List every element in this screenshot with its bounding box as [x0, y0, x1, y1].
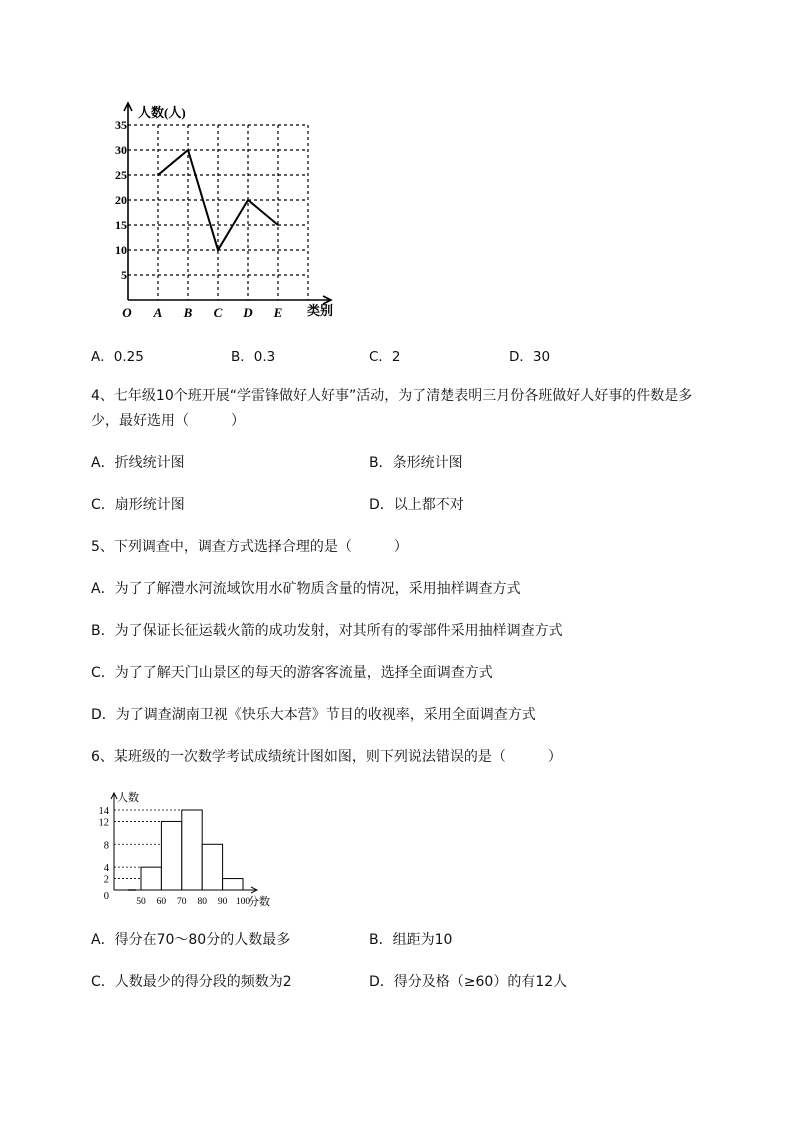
histogram-bar: [141, 867, 161, 890]
y-tick-label: 5: [121, 268, 127, 282]
y-tick-label: 8: [103, 840, 109, 852]
q5-option-c[interactable]: C．为了了解天门山景区的每天的游客客流量，选择全面调查方式: [91, 665, 493, 681]
x-tick-label: 90: [217, 897, 228, 907]
histogram-bar: [161, 821, 181, 890]
x-tick-label: A: [153, 305, 163, 320]
q4-option-d[interactable]: D．以上都不对: [369, 497, 464, 513]
q5-option-a[interactable]: A．为了了解澧水河流域饮用水矿物质含量的情况，采用抽样调查方式: [91, 581, 521, 597]
histogram-bar: [202, 844, 222, 890]
q3-option-c[interactable]: C．2: [369, 349, 401, 365]
x-axis-title: 分数: [248, 896, 270, 908]
x-tick-label: E: [273, 305, 283, 320]
y-axis-title: 人数: [117, 792, 139, 804]
y-tick-label: 14: [98, 806, 109, 817]
q3-option-a[interactable]: A．0.25: [91, 349, 144, 365]
data-point: [247, 199, 249, 201]
q5-option-d[interactable]: D．为了调查湖南卫视《快乐大本营》节目的收视率，采用全面调查方式: [91, 707, 536, 723]
y-tick-label: 2: [103, 874, 109, 886]
q6-stem: 6、某班级的一次数学考试成绩统计图如图，则下列说法错误的是（ ）: [91, 749, 562, 765]
y-tick-label: 12: [98, 817, 109, 829]
y-tick-label: 4: [103, 863, 109, 875]
histogram-chart: [92, 788, 282, 908]
origin-label: O: [122, 305, 132, 320]
q4-option-b[interactable]: B．条形统计图: [369, 455, 463, 471]
q6-option-a[interactable]: A．得分在70～80分的人数最多: [91, 932, 291, 948]
y-tick-label: 15: [115, 218, 127, 232]
x-tick-label: 50: [136, 897, 146, 907]
y-tick-label: 30: [115, 143, 127, 157]
q6-option-d[interactable]: D．得分及格（≥60）的有12人: [369, 974, 568, 990]
origin-label: 0: [103, 891, 109, 902]
x-axis-title: 类别: [307, 303, 334, 318]
data-point: [157, 174, 159, 176]
histogram-bar: [223, 879, 243, 890]
x-tick-label: C: [213, 305, 223, 320]
histogram-bar: [182, 810, 202, 890]
line-chart: [100, 98, 350, 323]
x-tick-label: 80: [197, 897, 207, 907]
y-tick-label: 10: [115, 243, 127, 257]
q3-option-b[interactable]: B．0.3: [231, 349, 276, 365]
x-tick-label: 70: [177, 897, 187, 907]
x-tick-label: D: [243, 305, 253, 320]
q6-option-b[interactable]: B．组距为10: [369, 932, 453, 948]
q4-option-c[interactable]: C．扇形统计图: [91, 497, 185, 513]
y-axis-title: 人数(人): [138, 105, 186, 120]
y-tick-label: 35: [115, 118, 127, 132]
x-tick-label: B: [183, 305, 193, 320]
x-tick-label: 100: [235, 897, 251, 907]
x-tick-label: 60: [156, 897, 167, 907]
data-point: [277, 224, 279, 226]
data-point: [217, 249, 219, 251]
q6-option-c[interactable]: C．人数最少的得分段的频数为2: [91, 974, 292, 990]
y-tick-label: 25: [115, 168, 127, 182]
y-tick-label: 20: [115, 193, 127, 207]
q4-option-a[interactable]: A．折线统计图: [91, 455, 185, 471]
data-point: [187, 149, 189, 151]
q5-option-b[interactable]: B．为了保证长征运载火箭的成功发射，对其所有的零部件采用抽样调查方式: [91, 623, 563, 639]
q4-stem-line2: 少，最好选用（ ）: [91, 413, 245, 429]
q3-option-d[interactable]: D．30: [509, 349, 551, 365]
q5-stem: 5、下列调查中，调查方式选择合理的是（ ）: [91, 539, 408, 555]
q4-stem-line1: 4、七年级10个班开展“学雷锋做好人好事”活动，为了清楚表明三月份各班做好人好事的件数是多: [91, 388, 693, 404]
